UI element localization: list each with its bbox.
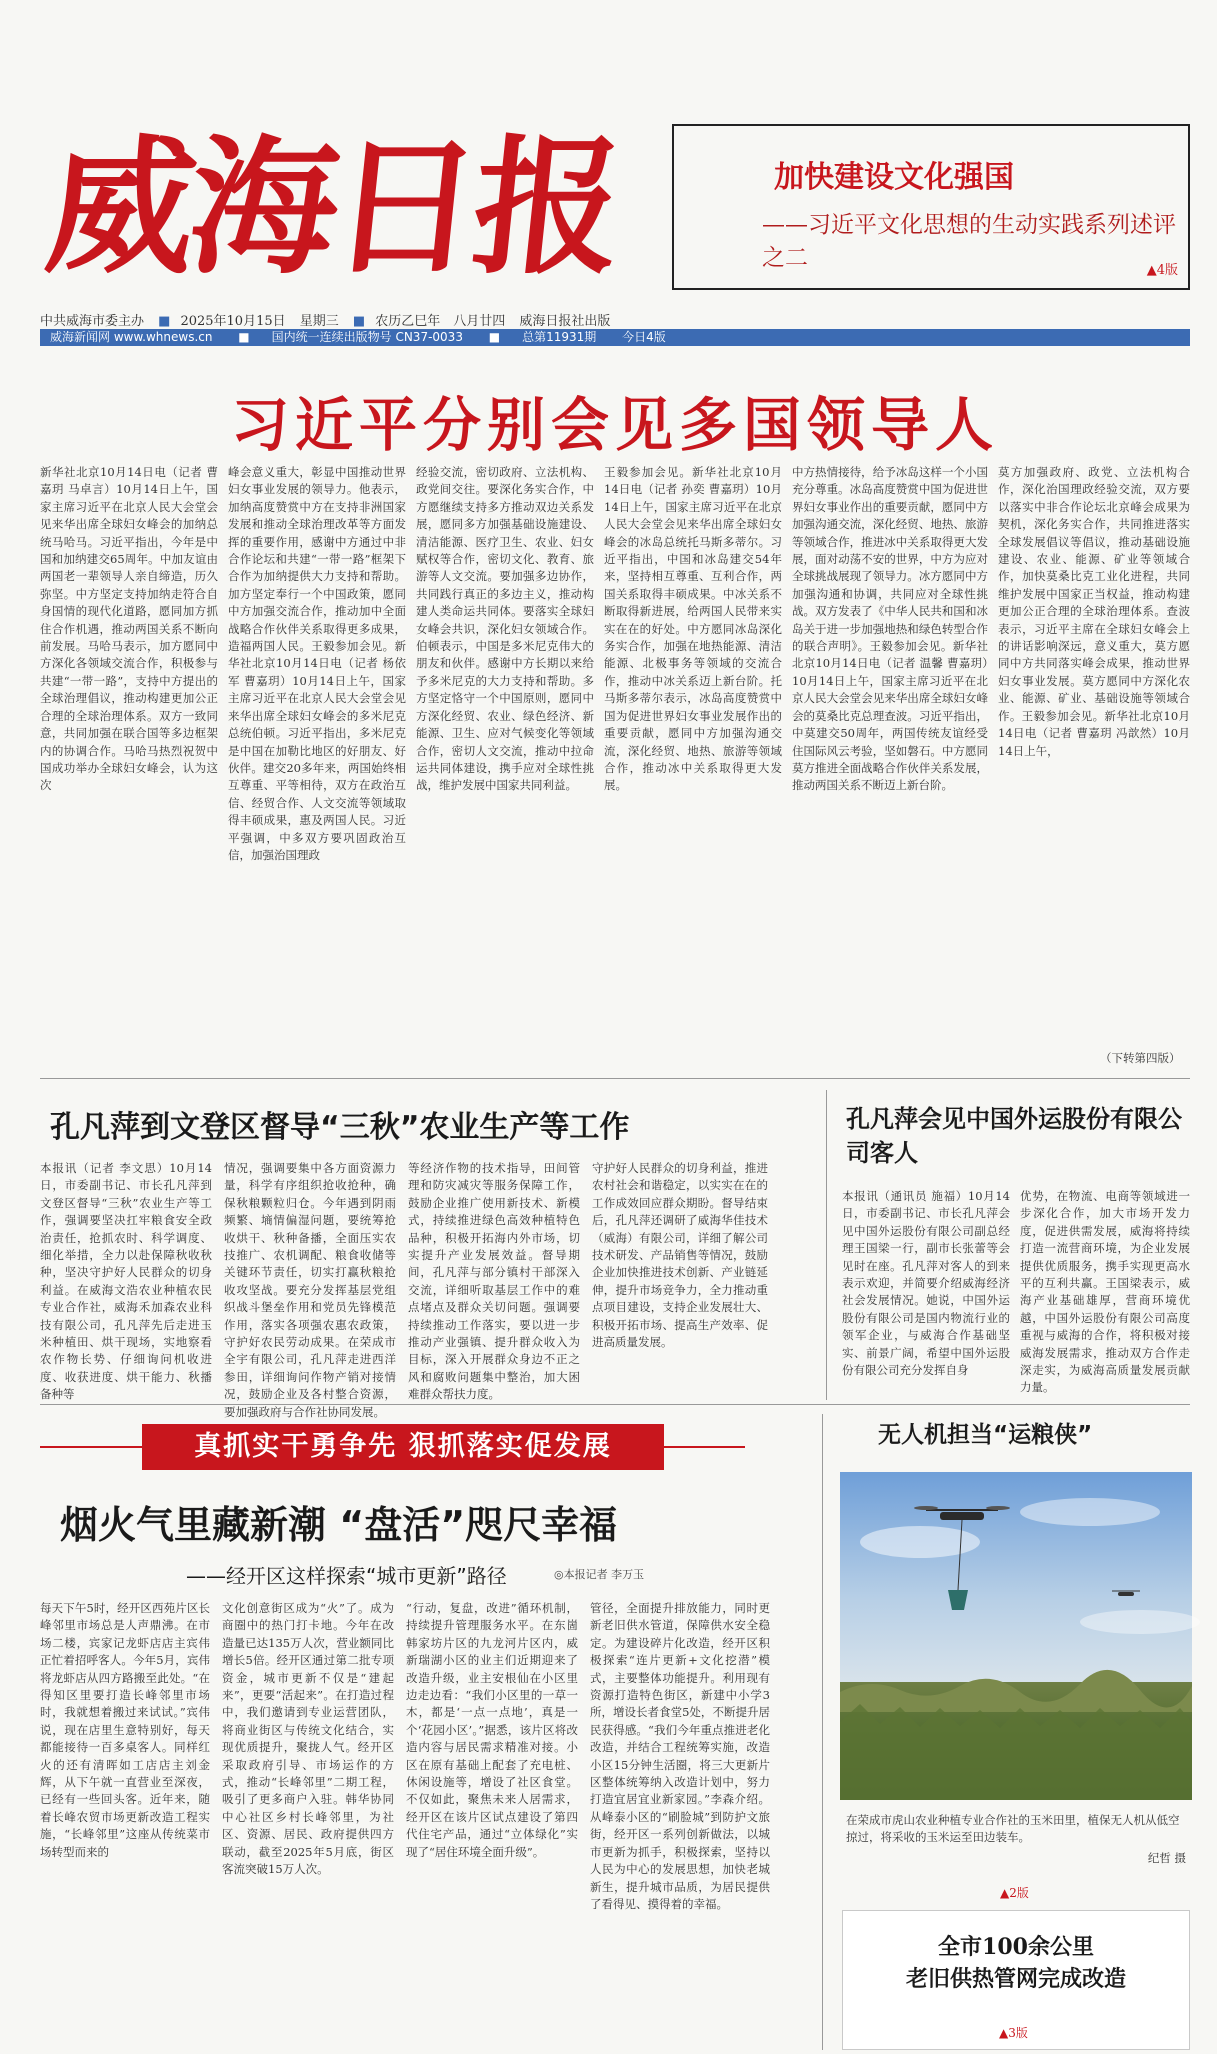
photo-credit: 纪哲 摄	[1147, 1851, 1186, 1865]
masthead-logo	[38, 112, 648, 302]
caption-text: 在荣成市虎山农业种植专业合作社的玉米田里，植保无人机从低空掠过，将采收的玉米运至田边装车。	[846, 1813, 1180, 1844]
press: 威海日报社出版	[519, 314, 611, 329]
lead-col-6: 莫方加强政府、政党、立法机构合作，深化治国理政经验交流，双方要以落实中非合作论坛北京峰会成果为契机，深化务实合作，共同推进落实全球发展倡议等倡议，推动基础设施建设、农业、能源、矿业等领域合作，加快莫桑比克工业化进程，共同维护发展中国家正当权益，推动构建更加公正合理的全球治理体系。查波表示，习近平主席在全球妇女峰会上的讲话影响深远，意义重大，莫方愿同中方共同落实峰会成果，推动世界妇女事业发展。莫方愿同中方深化农业、能源、矿业、基础设施等领域合作。王毅参加会见。新华社北京10月14日电（记者 曹嘉玥 冯歆然）10月14日上午，	[998, 465, 1190, 758]
story2-headline[interactable]: 孔凡萍到文登区督导“三秋”农业生产等工作	[50, 1110, 630, 1145]
lead-col-5: 中方热情接待，给予冰岛这样一个小国充分尊重。冰岛高度赞赏中国为促进世界妇女事业作出的重要贡献，愿同中方加强沟通交流，深化经贸、地热、旅游等领域合作，推进冰中关系取得更大发展，面对动荡不安的世界，中方为应对全球挑战展现了领导力。冰方愿同中方加强沟通和协调，共同应对全球性挑战。双方发表了《中华人民共和国和冰岛关于进一步加强地热和绿色转型合作的联合声明》。王毅参加会见。新华社北京10月14日电（记者 温馨 曹嘉玥）10月14日上午，国家主席习近平在北京人民大会堂会见来华出席全球妇女峰会的莫桑比克总理查波。习近平指出，中莫建交50周年，两国传统友谊经受住国际风云考验，坚如磐石。中方愿同莫方推进全面战略合作伙伴关系发展，推动两国关系不断迈上新台阶。	[792, 465, 988, 793]
photo-page-ref[interactable]: ▲2版	[1000, 1886, 1029, 1900]
publication-number: 国内统一连续出版物号 CN37-0033	[271, 330, 463, 344]
divider	[40, 1078, 1190, 1079]
promo-page-ref: ▲4版	[1146, 263, 1178, 278]
promo-subtitle: ——习近平文化思想的生动实践系列述评之二	[762, 212, 1176, 271]
teaser-title-line2: 老旧供热管网完成改造	[905, 1966, 1126, 1992]
info-bar: 威海新闻网 www.whnews.cn ■ 国内统一连续出版物号 CN37-0033 ■ 总第11931期 今日4版	[40, 329, 1190, 346]
campaign-banner: 真抓实干勇争先 狠抓落实促发展	[142, 1424, 664, 1470]
lead-col-4: 王毅参加会见。新华社北京10月14日电（记者 孙奕 曹嘉玥）10月14日上午，国家主席习近平在北京人民大会堂会见来华出席全球妇女峰会的冰岛总统托马斯多蒂尔。习近平指出，中国和冰岛建交54年来，坚持相互尊重、互利合作，两国关系取得丰硕成果。中冰关系不断取得新进展，给两国人民带来实实在在的好处。中方愿同冰岛深化务实合作，加强在地热能源、清洁能源、北极事务等领域的交流合作，推动中冰关系迈上新台阶。托马斯多蒂尔表示，冰岛高度赞赏中国为促进世界妇女事业发展作出的重要贡献，愿同中方加强沟通交流，深化经贸、地热、旅游等领域合作，推动冰中关系取得更大发展。	[604, 465, 782, 793]
story4-col-3: “行动，复盘，改进”循环机制，持续提升管理服务水平。在东崮韩家坊片区的九龙河片区内，威新瑞湖小区的业主们近期迎来了改造升级，业主安根仙在小区里边走边看：“我们小区里的一草一木，都是‘一点一点地’，真是一个‘花园小区’。”据悉，该片区将改造内容与居民需求精准对接。小区在原有基础上配套了充电桩、休闲设施等，增设了社区食堂。不仅如此，聚焦未来人居需求，经开区在该片区试点建设了第四代住宅产品，通过“立体绿化”实现了“居住环境全面升级”。	[406, 1601, 578, 1859]
photo-illustration	[840, 1472, 1192, 1800]
lead-col-1: 新华社北京10月14日电（记者 曹嘉玥 马卓言）10月14日上午，国家主席习近平在北京人民大会堂会见来华出席全球妇女峰会的加纳总统马哈马。习近平指出，今年是中国和加纳建交65周年。中加友谊由两国老一辈领导人亲自缔造，历久弥坚。中方坚定支持加纳走符合自身国情的现代化道路，愿同加方抓住合作机遇，推动两国关系不断向前发展。马哈马表示，加方愿同中方深化各领域交流合作，积极参与共建“一带一路”，支持中方提出的全球治理倡议，推动构建更加公正合理的全球治理体系。双方一致同意，共同加强在联合国等多边框架内的协调合作。马哈马热烈祝贺中国成功举办全球妇女峰会，认为这次	[40, 465, 218, 793]
story2-col-3: 等经济作物的技术指导，田间管理和防灾减灾等服务保障工作，鼓励企业推广使用新技术、新模式，持续推进绿色高效种植特色品种，积极开拓海内外市场，切实提升产业发展效益。督导期间，孔凡萍与部分镇村干部深入交流，详细听取基层工作中的难点堵点及群众关切问题。强调要持续推动工作落实，要以进一步推动产业强镇、提升群众收入为目标，深入开展群众身边不正之风和腐败问题集中整治，加大困难群众帮扶力度。	[408, 1161, 580, 1402]
publisher: 中共威海市委主办	[40, 314, 145, 329]
total-issue: 总第11931期	[522, 330, 597, 344]
teaser-title-line1: 全市100余公里	[938, 1934, 1094, 1960]
story2-col-1: 本报讯（记者 李文思）10月14日，市委副书记、市长孔凡萍到文登区督导“三秋”农业生产等工作，强调要坚决扛牢粮食安全政治责任，抢抓农时、科学调度、细化举措，全力以赴保障秋收秋种，坚决守护好人民群众的切身利益。在威海文浩农业种植农民专业合作社，威海禾加森农业科技有限公司，孔凡萍先后走进玉米种植田、烘干现场，实地察看农作物长势、仔细询问机收进度、收获进度、烘干能力、秋播备种等	[40, 1161, 212, 1402]
promo-title: 加快建设文化强国	[774, 160, 1014, 195]
teaser-title	[843, 1931, 1189, 1995]
story2-col-4: 守护好人民群众的切身利益，推进农村社会和谐稳定，以实实在在的工作成效回应群众期盼。督导结束后，孔凡萍还调研了威海华佳技术（威海）有限公司，详细了解公司技术研发、产品销售等情况，鼓励企业加快推进技术创新、产业链延伸，提升市场竞争力，全力推动重点项目建设，支持企业发展壮大、积极开拓市场、提高生产效率、促进高质量发展。	[592, 1161, 768, 1350]
story4-col-4: 管径，全面提升排放能力，同时更新老旧供水管道，保障供水安全稳定。为建设碎片化改造，经开区积极探索“连片更新+文化挖潜”模式，主要整体功能提升。利用现有资源打造特色街区，新建中小学3所，增设长者食堂5处，不断提升居民获得感。“我们今年重点推进老化改造，并结合工程统筹实施，改造小区15分钟生活圈，将三大更新片区整体统筹纳入改造计划中，努力打造宜居宜业新家园。”李森介绍。从峰泰小区的“刷脸城”到防护文旅街，经开区一系列创新做法，以城市更新为抓手，积极探索，坚持以人民为中心的发展思想，加快老城新生，提升城市品质，为居民提供了看得见、摸得着的幸福。	[590, 1601, 770, 1911]
photo-headline[interactable]: 无人机担当“运粮侠”	[878, 1422, 1093, 1448]
teaser-page-ref: ▲3版	[999, 2026, 1028, 2040]
issue-info: 中共威海市委主办 ■ 2025年10月15日 星期三 ■ 农历乙巳年 八月廿四 威海日报社出版	[40, 314, 611, 329]
story3-headline[interactable]: 孔凡萍会见中国外运股份有限公司客人	[846, 1105, 1182, 1167]
weekday: 星期三	[299, 314, 339, 329]
divider	[826, 1090, 827, 1400]
divider	[40, 1404, 1190, 1405]
divider	[822, 1414, 823, 2050]
story3-col-2: 优势，在物流、电商等领域进一步深化合作，加大市场开发力度，促进供需发展，威海将持续打造一流营商环境，为企业发展提供优质服务，携手实现更高水平的互利共赢。王国梁表示，威海产业基础雄厚，营商环境优越，中国外运股份有限公司高度重视与威海的合作，将积极对接威海发展需求，推动双方合作走深走实，为威海高质量发展贡献力量。	[1020, 1189, 1190, 1395]
lead-col-2: 峰会意义重大，彰显中国推动世界妇女事业发展的领导力。他表示，加纳高度赞赏中方在支持非洲国家发展和推动全球治理改革等方面发挥的重要作用，感谢中方通过中非合作论坛和共建“一带一路”框架下合作为加纳提供大力支持和帮助。加方坚定奉行一个中国政策，愿同中方加强交流合作，推动加中全面战略合作伙伴关系取得更多成果，造福两国人民。王毅参加会见。新华社北京10月14日电（记者 杨依军 曹嘉玥）10月14日上午，国家主席习近平在北京人民大会堂会见来华出席全球妇女峰会的多米尼克总统伯顿。习近平指出，多米尼克是中国在加勒比地区的好朋友、好伙伴。建交20多年来，两国始终相互尊重、平等相待，双方在政治互信、经贸合作、人文交流等领域取得丰硕成果，惠及两国人民。习近平强调，中多双方要巩固政治互信，加强治国理政	[228, 465, 406, 862]
lunar-date: 农历乙巳年 八月廿四	[375, 314, 506, 329]
drone-cornfield-photo	[840, 1472, 1192, 1800]
photo-caption	[846, 1812, 1186, 1867]
issue-date: 2025年10月15日	[180, 314, 286, 329]
teaser-box[interactable]	[842, 1910, 1190, 2050]
continued-note[interactable]: （下转第四版）	[1100, 1051, 1181, 1065]
story4-col-1: 每天下午5时，经开区西苑片区长峰邻里市场总是人声鼎沸。在市场二楼，宾家记龙虾店店主宾伟正忙着招呼客人。今年5月，宾伟将龙虾店从四方路搬至此处。“在得知区里要打造长峰邻里市场时，我就想着搬过来试试。”宾伟说，现在店里生意特别好，每天都能接待一百多桌客人。同样红火的还有清晖如工店店主刘金辉，从下午就一直营业至深夜，已经有一些回头客。近年来，随着长峰农贸市场更新改造工程实施，“长峰邻里”这座从传统菜市场转型而来的	[40, 1601, 210, 1859]
website[interactable]: 威海新闻网 www.whnews.cn	[50, 330, 213, 344]
story2-col-2: 情况，强调要集中各方面资源力量，科学有序组织抢收抢种，确保秋粮颗粒归仓。今年遇到阴雨频繁、墒情偏湿问题，要统筹抢收烘干、秋种备播，全面压实农技推广、农机调配、粮食收储等关键环节责任，切实打赢秋粮抢收攻坚战。要充分发挥基层党组织战斗堡垒作用和党员先锋模范作用，落实各项强农惠农政策，守护好农民劳动成果。在荣成市全宇有限公司，孔凡萍走进西洋参田，详细询问作物产销对接情况，鼓励企业及各村整合资源，要加强政府与合作社协同发展。	[224, 1161, 396, 1419]
story4-byline: ◎本报记者 李万玉	[554, 1568, 645, 1581]
promo-box[interactable]	[672, 124, 1190, 290]
newspaper-logo: 威海日报	[38, 120, 626, 294]
story3-col-1: 本报讯（通讯员 施福）10月14日，市委副书记、市长孔凡萍会见中国外运股份有限公司副总经理王国梁一行，副市长张蕾等会见时在座。孔凡萍对客人的到来表示欢迎，并简要介绍威海经济社会发展情况。她说，中国外运股份有限公司是国内物流行业的领军企业，与威海合作基础坚实、前景广阔，希望中国外运股份有限公司充分发挥自身	[842, 1189, 1010, 1378]
lead-headline[interactable]: 习近平分别会见多国领导人	[230, 391, 999, 459]
story4-subhead: ——经开区这样探索“城市更新”路径	[186, 1564, 507, 1588]
story4-col-2: 文化创意街区成为“火”了。成为商圈中的热门打卡地。今年在改造量已达135万人次，营业额同比增长5倍。经开区通过第二批专项资金，城市更新不仅是“建起来”，更要“活起来”。在打造过程中，我们邀请到专业运营团队，将商业街区与传统文化结合，实现优质提升，聚拢人气。经开区采取政府引导、市场运作的方式，推动“长峰邻里”二期工程，吸引了更多商户入驻。韩华协同中心社区乡村长峰邻里，为社区、资源、居民、政府提供四方联动，截至2025年5月底，街区客流突破15万人次。	[222, 1601, 394, 1877]
story4-headline[interactable]: 烟火气里藏新潮 “盘活”咫尺幸福	[60, 1503, 618, 1547]
page-count: 今日4版	[622, 330, 666, 344]
lead-col-3: 经验交流，密切政府、立法机构、政党间交往。要深化务实合作，中方愿继续支持多方推动双边关系发展，愿同多方加强基础设施建设、清洁能源、医疗卫生、农业、妇女赋权等合作，密切文化、教育、旅游等人文交流。要加强多边协作，共同践行真正的多边主义，推动构建人类命运共同体。要落实全球妇女峰会共识，深化妇女领域合作。伯顿表示，中国是多米尼克伟大的朋友和伙伴。感谢中方长期以来给予多米尼克的大力支持和帮助。多方坚定恪守一个中国原则，愿同中方深化经贸、农业、绿色经济、新能源、卫生、应对气候变化等领域合作，密切人文交流，推动中拉命运共同体建设，携手应对全球性挑战，维护发展中国家共同利益。	[416, 465, 594, 793]
